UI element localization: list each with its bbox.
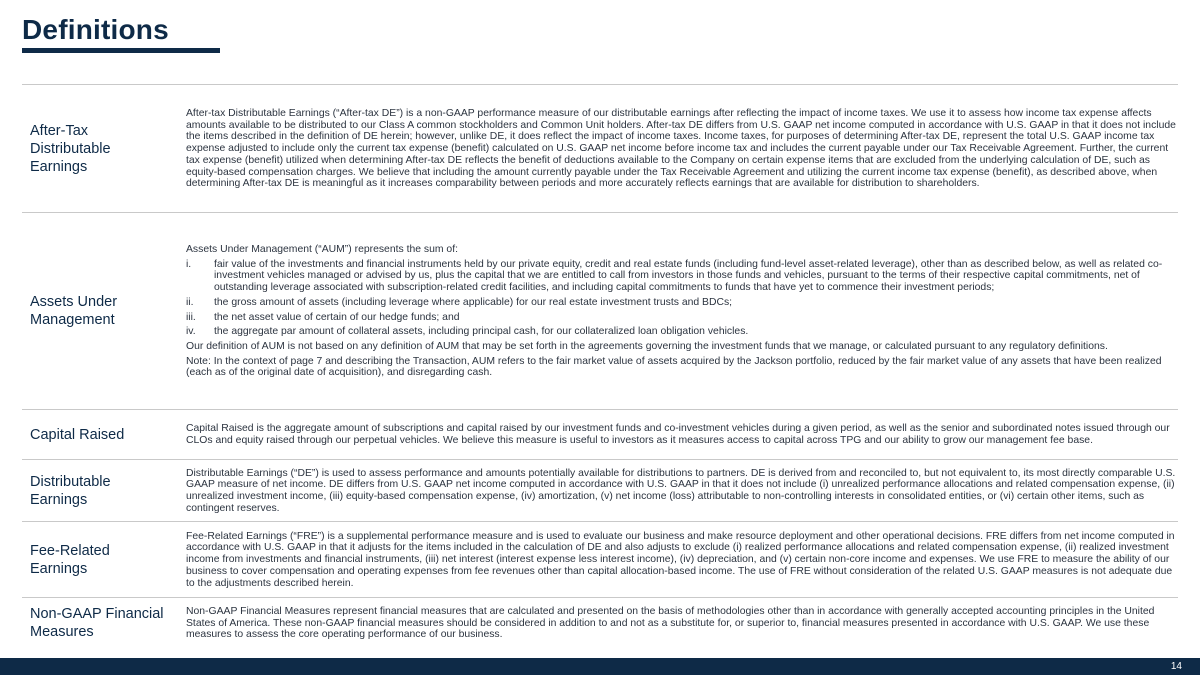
definition-text [186, 526, 1178, 594]
definition-row [22, 522, 1178, 598]
list-item-text: fair value of the investments and financial instruments held by our private equity, credit and real estate funds (including fund-level asset-related leverage), other than as described below, as well as related co-investment vehicles managed or advised by us, plus the capital that we are entitled to call from investors in those funds and vehicles, pursuant to the terms of their respective capital commitments, net of outstanding leverage associated with subscription-related credit facilities, and including capital commitments to funds that have yet to commence their investment periods; [214, 258, 1163, 294]
definition-row [22, 598, 1178, 648]
page-number: 14 [1170, 661, 1182, 672]
list-item [186, 259, 1178, 294]
list-item [186, 326, 1178, 338]
definition-term: Capital Raised [30, 426, 125, 443]
definition-row [22, 460, 1178, 522]
definition-term: Non-GAAP Financial Measures [30, 606, 164, 640]
definition-row [22, 213, 1178, 410]
definition-paragraph: Distributable Earnings (“DE”) is used to assess performance and amounts potentially available for distributions to partners. DE is derived from and reconciled to, but not equivalent to, its most directly comparable U.S. GAAP measure of net income. DE differs from U.S. GAAP net income computed in accordance with U.S. GAAP in that it does not include (i) unrealized performance allocations and related compensation expense, (ii) unrealized investment income, (iii) equity-based compensation expense, (iv) amortization, (v) net income (loss) attributable to non-controlling interests in consolidated entities, or (vi) certain other items, such as contingent reserves. [186, 467, 1176, 514]
definition-row [22, 85, 1178, 213]
definition-text [186, 103, 1178, 194]
definition-term: Distributable Earnings [30, 473, 111, 508]
definition-term: After-Tax Distributable Earnings [30, 122, 111, 175]
definition-paragraph: Our definition of AUM is not based on any definition of AUM that may be set forth in the agreements governing the investment funds that we manage, or calculated pursuant to any regulatory definitions. [186, 340, 1108, 352]
title-underline [22, 48, 220, 53]
definition-text [186, 463, 1178, 519]
definition-paragraph: Non-GAAP Financial Measures represent financial measures that are calculated and presented on the basis of methodologies other than in accordance with generally accepted accounting principles in the United States of America. These non-GAAP financial measures should be considered in addition to and not as a substitute for, or superior to, financial measures presented in accordance with U.S. GAAP. We use these measures to assess the core operating performance of our business. [186, 605, 1155, 641]
list-item-text: the net asset value of certain of our hedge funds; and [214, 311, 460, 323]
definition-paragraph: Fee-Related Earnings (“FRE”) is a supplemental performance measure and is used to evaluate our business and make resource deployment and other operational decisions. FRE differs from net income computed in accordance with U.S. GAAP in that it adjusts for the items included in the calculation of DE and also adjusts to exclude (i) realized performance allocations and related compensation expense, (ii) realized investment income from investments and financial instruments, (iii) net interest (interest expense less interest income), (iv) depreciation, and (v) certain non-core income and expenses. We use FRE to measure the ability of our business to cover compensation and operating expenses from fee revenues other than capital allocation-based income. The use of FRE without consideration of the related U.S. GAAP measures is not adequate due to the adjustments described herein. [186, 530, 1175, 589]
definition-text [186, 601, 1178, 645]
definition-term: Assets Under Management [30, 294, 118, 328]
list-item-text: the gross amount of assets (including leverage where applicable) for our real estate investment trusts and BDCs; [214, 296, 733, 308]
footer-bar [0, 658, 1200, 675]
list-numeral: ii. [186, 296, 194, 308]
definition-paragraph: After-tax Distributable Earnings (“After-tax DE”) is a non-GAAP performance measure of our distributable earnings after reflecting the impact of income taxes. We use it to assess how income tax expense affects amounts available to be distributed to our Class A common stockholders and Common Unit holders. After-tax DE differs from U.S. GAAP net income computed in accordance with U.S. GAAP in that it does not include the items described in the definition of DE herein; however, unlike DE, it does reflect the impact of income taxes. Income taxes, for purposes of determining After-tax DE, represent the total U.S. GAAP income tax expense adjusted to include only the current tax expense (benefit) calculated on U.S. GAAP net income before income tax and includes the current payable under our Tax Receivable Agreement. Further, the current tax expense (benefit) utilized when determining After-tax DE reflects the benefit of deductions available to the Company on certain expense items that are excluded from the underlying calculation of DE, such as equity-based compensation charges. We believe that including the amount currently payable under the Tax Receivable Agreement and utilizing the current income tax expense (benefit), as described above, when determining After-tax DE is meaningful as it increases comparability between periods and more accurately reflects earnings that are available for distribution to shareholders. [186, 108, 1176, 190]
page-title: Definitions [22, 14, 169, 45]
definitions-table [22, 84, 1178, 648]
list-numeral: i. [186, 258, 192, 270]
definition-text [186, 239, 1178, 383]
definition-note: Note: In the context of page 7 and describing the Transaction, AUM refers to the fair market value of assets acquired by the Jackson portfolio, reduced by the fair market value of any assets that have been realized (each as of the original date of acquisition), and disregarding cash. [186, 355, 1162, 379]
definition-text [186, 418, 1178, 450]
definition-intro: Assets Under Management (“AUM”) represents the sum of: [186, 243, 458, 255]
list-numeral: iv. [186, 326, 196, 338]
list-numeral: iii. [186, 311, 196, 323]
definition-row [22, 410, 1178, 460]
list-item [186, 312, 1178, 324]
definition-term: Fee-Related Earnings [30, 542, 110, 577]
aum-component-list [186, 259, 1178, 338]
definition-paragraph: Capital Raised is the aggregate amount of subscriptions and capital raised by our investment funds and co-investment vehicles during a given period, as well as the senior and subordinated notes issued through our CLOs and equity raised through our perpetual vehicles. We believe this measure is useful to investors as it measures access to capital across TPG and our ability to grow our management fee base. [186, 423, 1170, 446]
list-item [186, 297, 1178, 309]
list-item-text: the aggregate par amount of collateral assets, including principal cash, for our collateralized loan obligation vehicles. [214, 326, 749, 338]
